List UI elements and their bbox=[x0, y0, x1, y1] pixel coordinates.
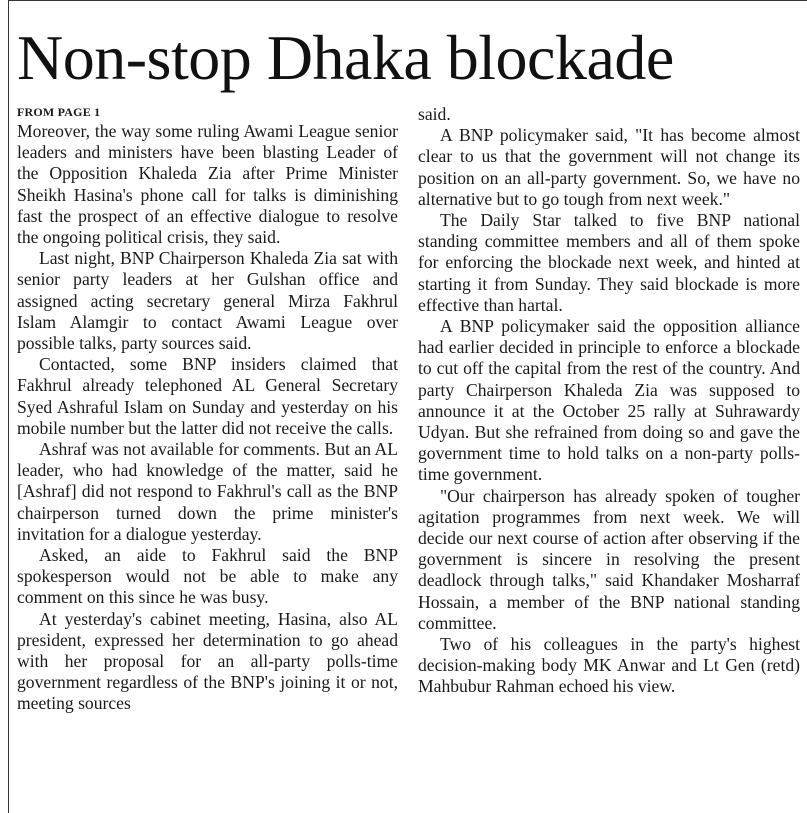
paragraph: At yesterday's cabinet meeting, Hasina, also AL president, expressed her determination to go ahead with her proposal for an all-party polls-time government regardless of the BNP's joining it or not, meeting sources bbox=[17, 608, 398, 714]
headline: Non-stop Dhaka blockade bbox=[17, 22, 674, 93]
paragraph: said. bbox=[418, 104, 451, 124]
paragraph: Last night, BNP Chairperson Khaleda Zia sat with senior party leaders at her Gulshan office and assigned acting secretary general Mirza Fakhrul Islam Alamgir to contact Awami League over possible talks, party sources said. bbox=[17, 248, 398, 354]
paragraph: Moreover, the way some ruling Awami League senior leaders and ministers have been blasting Leader of the Opposition Khaleda Zia after Prime Minister Sheikh Hasina's phone call for talks is diminishing fast the prospect of an effective dialogue to resolve the ongoing political crisis, they said. bbox=[17, 121, 398, 248]
article-column-left bbox=[17, 104, 398, 715]
paragraph: A BNP policymaker said the opposition alliance had earlier decided in principle to enforce a blockade to cut off the capital from the rest of the country. And party Chairperson Khaleda Zia was supposed to announce it at the October 25 rally at Suhrawardy Udyan. But she refrained from doing so and gave the government time to hold talks on a non-party polls-time government. bbox=[418, 316, 800, 485]
paragraph: Two of his colleagues in the party's highest decision-making body MK Anwar and Lt Gen (retd) Mahbubur Rahman echoed his view. bbox=[418, 634, 800, 697]
paragraph: The Daily Star talked to five BNP national standing committee members and all of them spoke for enforcing the blockade next week, and hinted at starting it from Sunday. They said blockade is more effective than hartal. bbox=[418, 210, 800, 315]
paragraph: Ashraf was not available for comments. But an AL leader, who had knowledge of the matter, said he [Ashraf] did not respond to Fakhrul's call as the BNP chairperson turned down the prime minister's invitation for a dialogue yesterday. bbox=[17, 439, 398, 544]
paragraph: Contacted, some BNP insiders claimed that Fakhrul already telephoned AL General Secretary Syed Ashraful Islam on Sunday and yesterday on his mobile number but the latter did not receive the calls. bbox=[17, 354, 398, 438]
paragraph: A BNP policymaker said, "It has become almost clear to us that the government will not change its position on an all-party government. So, we have no alternative but to go tough from next week." bbox=[418, 125, 800, 209]
article-column-right bbox=[418, 104, 800, 698]
paragraph: Asked, an aide to Fakhrul said the BNP spokesperson would not be able to make any comment on this since he was busy. bbox=[17, 545, 398, 608]
page-jump-label: FROM PAGE 1 bbox=[17, 105, 101, 119]
paragraph: "Our chairperson has already spoken of tougher agitation programmes from next week. We will decide our next course of action after observing if the government is sincere in resolving the present deadlock through talks," said Khandaker Mosharraf Hossain, a member of the BNP national standing committee. bbox=[418, 485, 800, 633]
